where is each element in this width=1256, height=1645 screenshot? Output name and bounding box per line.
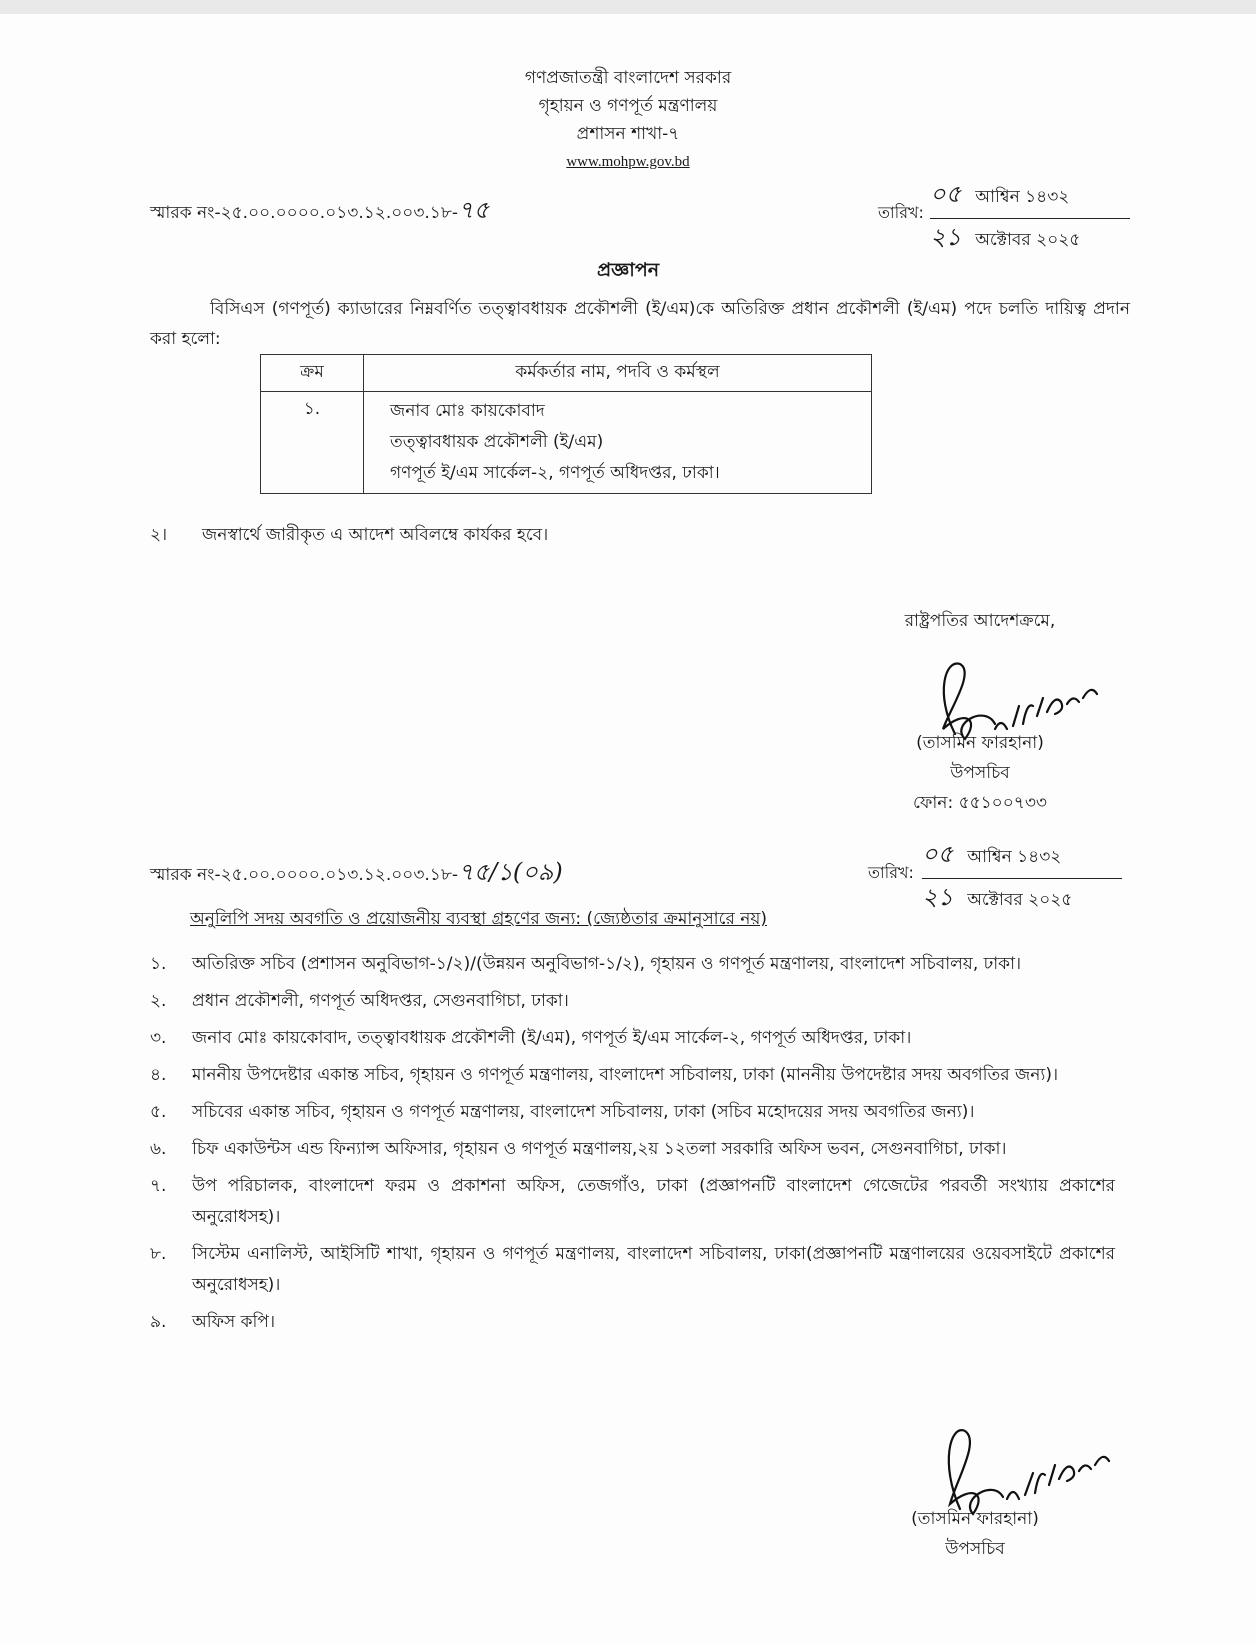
notification-title: প্রজ্ঞাপন [596,259,660,281]
memo-number-prefix: স্মারক নং-২৫.০০.০০০০.০১৩.১২.০০৩.১৮- [150,865,458,885]
gregorian-date: অক্টোবর ২০২৫ [967,890,1073,910]
officer-designation: তত্ত্বাবধায়ক প্রকৌশলী (ই/এম) [390,432,604,452]
clause-2-text: জনস্বার্থে জারীকৃত এ আদেশ অবিলম্বে কার্যকর হবে। [202,525,549,545]
memo-number-handwritten: ৭৫ [458,196,490,224]
copy-to-heading: অনুলিপি সদয় অবগতি ও প্রয়োজনীয় ব্যবস্থা গ্রহণের জন্য: (জ্যেষ্ঠতার ক্রমানুসারে নয়) [190,909,767,929]
bangla-day-handwritten: ০৫ [922,840,954,868]
greg-day-handwritten: ২১ [922,883,954,911]
bangla-day-handwritten: ০৫ [930,180,962,208]
signatory-phone: ফোন: ৫৫১০০৭৩৩ [913,793,1047,813]
signatory-designation: উপসচিব [950,763,1010,783]
ministry-name: গৃহায়ন ও গণপূর্ত মন্ত্রণালয় [538,96,718,116]
clause-2 [150,520,548,550]
branch-name: প্রশাসন শাখা-৭ [576,124,680,144]
col-serial: ক্রম [261,355,364,392]
col-officer-details: কর্মকর্তার নাম, পদবি ও কর্মস্থল [364,355,872,392]
memo-number [150,192,489,232]
list-item: ৯. অফিস কপি। [150,1312,276,1332]
list-item: ৩. জনাব মোঃ কায়কোবাদ, তত্ত্বাবধায়ক প্রকৌশলী (ই/এম), গণপূর্ত ই/এম সার্কেল-২, গণপূর্ত অধিদপ্তর, ঢাকা। [150,1028,912,1048]
list-item: ২. প্রধান প্রকৌশলী, গণপূর্ত অধিদপ্তর, সেগুনবাগিচা, ঢাকা। [150,991,569,1011]
signatory-name: (তাসমিন ফারহানা) [916,733,1044,753]
bangla-date: আশ্বিন ১৪৩২ [967,847,1062,867]
presidential-order-line: রাষ্ট্রপতির আদেশক্রমে, [904,611,1056,631]
signatory-name: (তাসমিন ফারহানা) [911,1509,1039,1529]
memo-number-handwritten: ৭৫/১(০৯) [458,858,563,886]
list-item: ৪. মাননীয় উপদেষ্টার একান্ত সচিব, গৃহায়ন ও গণপূর্ত মন্ত্রণালয়, বাংলাদেশ সচিবালয়, ঢাকা (মাননীয় উপদেষ্টার সদয় অবগতির জন্য)। [150,1065,1059,1085]
list-item: ৭. উপ পরিচালক, বাংলাদেশ ফরম ও প্রকাশনা অফিস, তেজগাঁও, ঢাকা (প্রজ্ঞাপনটি বাংলাদেশ গেজেটের পরবর্তী সংখ্যায় প্রকাশের অনুরোধসহ)। [150,1176,1115,1227]
signatory-designation: উপসচিব [945,1539,1005,1559]
gregorian-date: অক্টোবর ২০২৫ [975,230,1081,250]
memo-number-copy [150,854,563,894]
website-link[interactable]: www.mohpw.gov.bd [566,154,690,170]
government-name: গণপ্রজাতন্ত্রী বাংলাদেশ সরকার [524,68,732,88]
list-item: ৮. সিস্টেম এনালিস্ট, আইসিটি শাখা, গৃহায়ন ও গণপূর্ত মন্ত্রণালয়, বাংলাদেশ সচিবালয়, ঢাকা(প্রজ্ঞাপনটি মন্ত্রণালয়ের ওয়েবসাইটে প্রকাশের অনুরোধসহ)। [150,1244,1115,1295]
date-block [930,176,1130,259]
officer-workplace: গণপূর্ত ই/এম সার্কেল-২, গণপূর্ত অধিদপ্তর, ঢাকা। [390,463,720,483]
document-page [0,14,1256,1645]
date-block-copy [922,836,1122,919]
bangla-date: আশ্বিন ১৪৩২ [975,187,1070,207]
row-officer [364,392,872,494]
greg-day-handwritten: ২১ [930,223,962,251]
memo-number-prefix: স্মারক নং-২৫.০০.০০০০.০১৩.১২.০০৩.১৮- [150,203,458,223]
date-label: তারিখ: [868,863,914,882]
signatory-1 [850,728,1110,818]
notification-intro: বিসিএস (গণপূর্ত) ক্যাডারের নিম্নবর্ণিত তত্ত্বাবধায়ক প্রকৌশলী (ই/এম)কে অতিরিক্ত প্রধান প্রকৌশলী (ই/এম) পদে চলতি দায়িত্ব প্রদান করা হলো: [150,299,1130,349]
officer-table [260,354,872,494]
list-item: ১. অতিরিক্ত সচিব (প্রশাসন অনুবিভাগ-১/২)/(উন্নয়ন অনুবিভাগ-১/২), গৃহায়ন ও গণপূর্ত মন্ত্রণালয়, বাংলাদেশ সচিবালয়, ঢাকা। [150,954,1022,974]
copy-to-list [150,949,1115,1344]
row-serial: ১. [261,392,364,494]
letterhead [0,64,1256,176]
signatory-2 [845,1504,1105,1564]
date-label: তারিখ: [878,203,924,222]
officer-name: জনাব মোঃ কায়কোবাদ [390,401,545,421]
table-row [261,392,872,494]
clause-2-number: ২। [150,525,168,545]
list-item: ৬. চিফ একাউন্টস এন্ড ফিন্যান্স অফিসার, গৃহায়ন ও গণপূর্ত মন্ত্রণালয়,২য় ১২তলা সরকারি অফিস ভবন, সেগুনবাগিচা, ঢাকা। [150,1139,1007,1159]
list-item: ৫. সচিবের একান্ত সচিব, গৃহায়ন ও গণপূর্ত মন্ত্রণালয়, বাংলাদেশ সচিবালয়, ঢাকা (সচিব মহোদয়ের সদয় অবগতির জন্য)। [150,1102,975,1122]
